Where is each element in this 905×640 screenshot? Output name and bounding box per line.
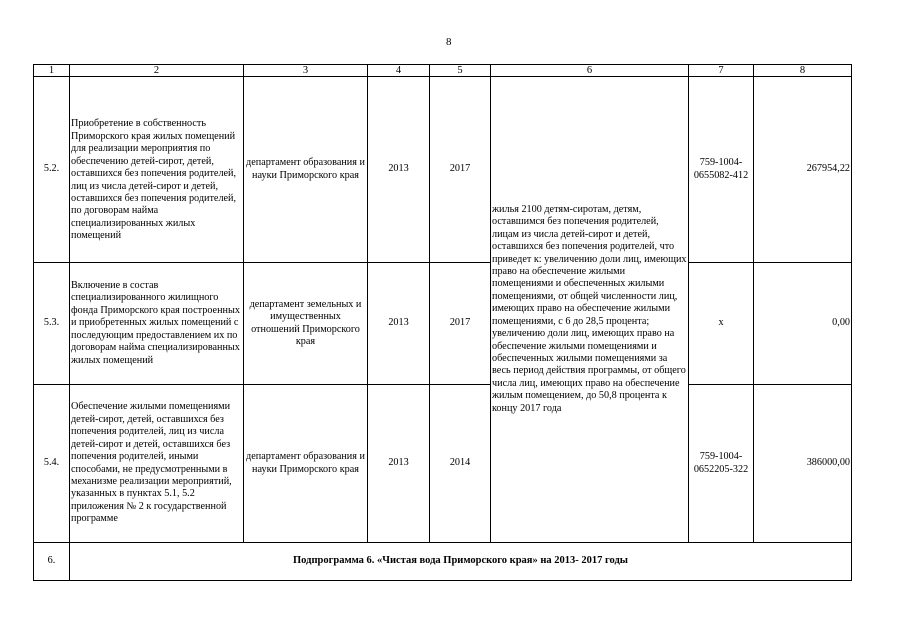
year-start: 2013 — [368, 263, 430, 385]
column-header: 5 — [430, 65, 491, 77]
measures-table — [33, 64, 852, 581]
responsible-org: департамент образования и науки Приморского края — [244, 385, 368, 543]
row-number: 5.2. — [34, 77, 70, 263]
column-header-row — [34, 65, 852, 77]
subprogram-title: Подпрограмма 6. «Чистая вода Приморского края» на 2013- 2017 годы — [70, 543, 852, 581]
responsible-org: департамент образования и науки Приморского края — [244, 77, 368, 263]
responsible-org: департамент земельных и имущественных отношений Приморского края — [244, 263, 368, 385]
row-number: 5.4. — [34, 385, 70, 543]
column-header: 4 — [368, 65, 430, 77]
row-number: 5.3. — [34, 263, 70, 385]
subprogram-row — [34, 543, 852, 581]
table-row — [34, 385, 852, 543]
funding-amount: 386000,00 — [754, 385, 852, 543]
column-header: 7 — [689, 65, 754, 77]
expected-result: жилья 2100 детям-сиротам, детям, оставшимся без попечения родителей, лицам из числа детей-сирот и детей, оставшихся без попечения родителей, что приведет к: увеличению доли лиц, имеющих право на обеспечение жилыми помещениями и обеспеченных жилыми помещениями, от общей численности лиц, имеющих право на обеспечение жилыми помещениями, с 6 до 28,5 процента; увеличению доли лиц, имеющих право на обеспечение жилыми помещениями и обеспеченных жилыми помещениями за весь период действия программы, от общего числа лиц, имеющих право на обеспечение жилым помещением, до 50,8 процента к концу 2017 года — [491, 77, 689, 543]
year-start: 2013 — [368, 77, 430, 263]
measure-name: Включение в состав специализированного жилищного фонда Приморского края построенных и приобретенных жилых помещений с последующим предоставлением их по договорам найма специализированных жилых помещений — [70, 263, 244, 385]
page-number: 8 — [446, 36, 452, 48]
budget-code: 759-1004-0655082-412 — [689, 77, 754, 263]
year-end: 2017 — [430, 263, 491, 385]
row-number: 6. — [34, 543, 70, 581]
column-header: 6 — [491, 65, 689, 77]
table-row — [34, 77, 852, 263]
year-start: 2013 — [368, 385, 430, 543]
measure-name: Приобретение в собственность Приморского края жилых помещений для реализации мероприятия по обеспечению детей-сирот, детей, оставшихся без попечения родителей, лиц из числа детей-сирот и детей, оставшихся без попечения родителей, по договорам найма специализированных жилых помещений — [70, 77, 244, 263]
column-header: 1 — [34, 65, 70, 77]
column-header: 2 — [70, 65, 244, 77]
column-header: 8 — [754, 65, 852, 77]
column-header: 3 — [244, 65, 368, 77]
measure-name: Обеспечение жилыми помещениями детей-сирот, детей, оставшихся без попечения родителей, лиц из числа детей-сирот и детей, оставшихся без попечения родителей, иными способами, не предусмотренными в механизме реализации мероприятий, указанных в пунктах 5.1, 5.2 приложения № 2 к государственной программе — [70, 385, 244, 543]
budget-code: х — [689, 263, 754, 385]
funding-amount: 0,00 — [754, 263, 852, 385]
budget-code: 759-1004-0652205-322 — [689, 385, 754, 543]
funding-amount: 267954,22 — [754, 77, 852, 263]
table-row — [34, 263, 852, 385]
year-end: 2014 — [430, 385, 491, 543]
year-end: 2017 — [430, 77, 491, 263]
